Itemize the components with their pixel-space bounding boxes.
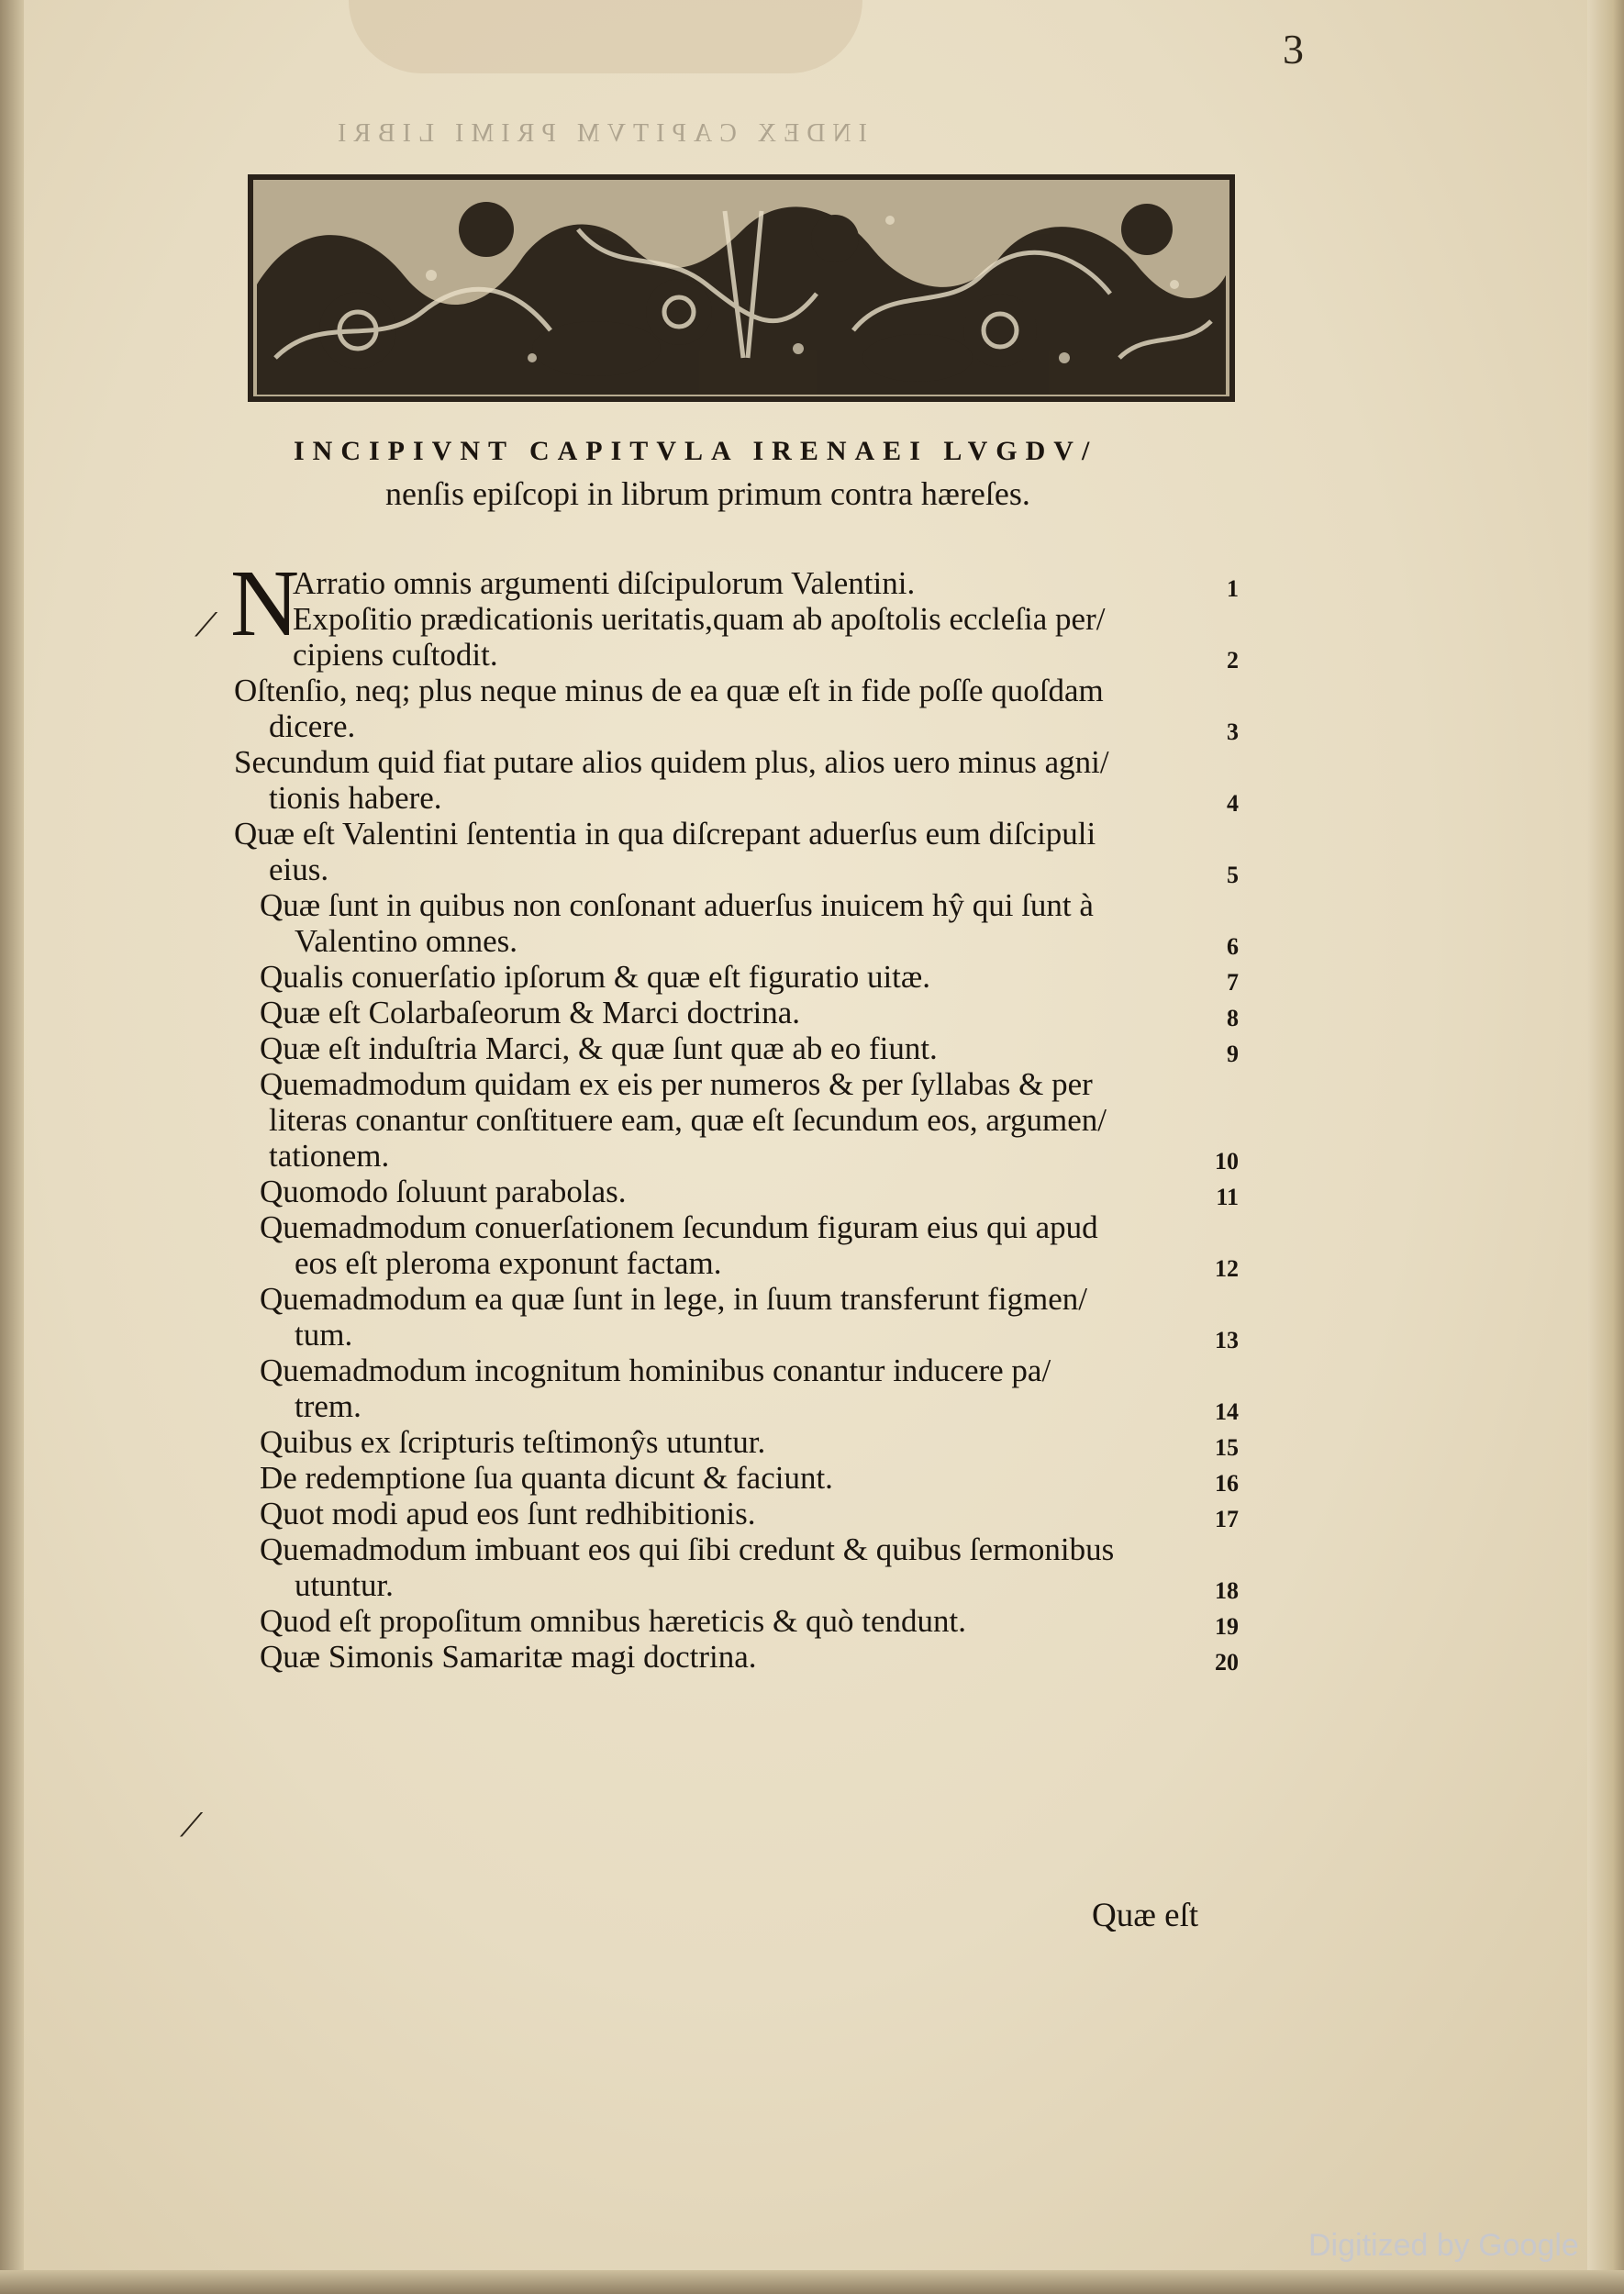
marginal-mark: ⟋ <box>195 607 218 643</box>
toc-entry-4 <box>234 744 1248 816</box>
toc-entry-continuation: utuntur. <box>295 1567 394 1603</box>
toc-entry-text: Quemadmodum conuerſationem ſecundum figuram eius qui apud <box>260 1209 1098 1245</box>
toc-entry-14 <box>234 1353 1248 1424</box>
toc-entry-8 <box>234 995 1248 1030</box>
page-edge-right <box>1587 0 1624 2294</box>
drop-cap-initial: N <box>230 551 300 656</box>
toc-entry-text: Oſtenſio, neq; plus neque minus de ea quæ eſt in fide poſſe quoſdam <box>234 673 1104 708</box>
toc-entry-6 <box>234 887 1248 959</box>
digitization-watermark: Digitized by Google <box>1308 2228 1579 2263</box>
toc-entry-continuation: cipiens cuſtodit. <box>293 637 498 673</box>
toc-entry-continuation: tationem. <box>269 1138 390 1174</box>
toc-entry-number: 10 <box>1215 1148 1239 1175</box>
toc-entry-text: Expoſitio prædicationis ueritatis,quam ab apoſtolis eccleſia per/ <box>293 601 1106 637</box>
woodcut-ornament-banner <box>248 174 1235 402</box>
toc-entry-number: 15 <box>1215 1434 1239 1461</box>
toc-entry-continuation: dicere. <box>269 708 356 744</box>
toc-entry-continuation: eos eſt pleroma exponunt factam. <box>295 1245 722 1281</box>
toc-entry-text: Quæ eſt Colarbaſeorum & Marci doctrina. <box>260 995 801 1030</box>
toc-entry-11 <box>234 1174 1248 1209</box>
toc-entry-number: 19 <box>1215 1613 1239 1640</box>
toc-entry-number: 12 <box>1215 1255 1239 1282</box>
toc-entry-text: Quemadmodum imbuant eos qui ſibi credunt & quibus ſermonibus <box>260 1531 1115 1567</box>
toc-entry-9 <box>234 1030 1248 1066</box>
toc-entry-text: Quæ ſunt in quibus non conſonant aduerſus inuicem hŷ qui ſunt à <box>260 887 1094 923</box>
toc-entry-number: 3 <box>1227 718 1239 745</box>
toc-entry-number: 16 <box>1215 1470 1239 1497</box>
toc-entry-number: 1 <box>1227 575 1239 602</box>
toc-entry-continuation: literas conantur conſtituere eam, quæ eſt ſecundum eos, argumen/ <box>269 1102 1107 1138</box>
toc-entry-text: Quemadmodum quidam ex eis per numeros & per ſyllabas & per <box>260 1066 1093 1102</box>
toc-entry-text: Quæ Simonis Samaritæ magi doctrina. <box>260 1639 757 1675</box>
toc-entry-number: 14 <box>1215 1398 1239 1425</box>
toc-entry-number: 11 <box>1216 1184 1239 1210</box>
heading-line-1: INCIPIVNT CAPITVLA IRENAEI LVGDV/ <box>294 436 1098 466</box>
toc-entry-16 <box>234 1460 1248 1496</box>
toc-entry-number: 4 <box>1227 790 1239 817</box>
toc-entry-number: 18 <box>1215 1577 1239 1604</box>
toc-entry-text: Quibus ex ſcripturis teſtimonŷs utuntur. <box>260 1424 766 1460</box>
toc-entry-text: Quemadmodum ea quæ ſunt in lege, in ſuum transferunt figmen/ <box>260 1281 1088 1317</box>
toc-entry-number: 2 <box>1227 647 1239 674</box>
catchword: Quæ eſt <box>1092 1897 1199 1934</box>
toc-entry-10 <box>234 1066 1248 1174</box>
toc-entry-number: 9 <box>1227 1041 1239 1067</box>
toc-entry-5 <box>234 816 1248 887</box>
toc-entry-15 <box>234 1424 1248 1460</box>
toc-entry-text: Quod eſt propoſitum omnibus hæreticis & quò tendunt. <box>260 1603 966 1639</box>
toc-entry-text: De redemptione ſua quanta dicunt & faciunt. <box>260 1460 833 1496</box>
toc-entry-text: Secundum quid fiat putare alios quidem plus, alios uero minus agni/ <box>234 744 1109 780</box>
table-of-contents <box>230 551 1248 1676</box>
toc-entry-text: Quæ eſt induſtria Marci, & quæ ſunt quæ ab eo fiunt. <box>260 1030 938 1066</box>
toc-entry-20 <box>234 1639 1248 1675</box>
toc-entry-number: 20 <box>1215 1649 1239 1676</box>
toc-entry-text: Qualis conuerſatio ipſorum & quæ eſt figuratio uitæ. <box>260 959 931 995</box>
section-heading <box>294 433 1239 518</box>
toc-entry-17 <box>234 1496 1248 1531</box>
toc-entry-continuation: tum. <box>295 1317 353 1353</box>
toc-entry-text: Quomodo ſoluunt parabolas. <box>260 1174 627 1209</box>
toc-entry-number: 6 <box>1227 933 1239 960</box>
toc-entry-7 <box>234 959 1248 995</box>
toc-entry-text: Quemadmodum incognitum hominibus conantur inducere pa/ <box>260 1353 1051 1388</box>
toc-entry-text: Quot modi apud eos ſunt redhibitionis. <box>260 1496 756 1531</box>
toc-entry-number: 7 <box>1227 969 1239 996</box>
folio-number: 3 <box>1283 26 1304 72</box>
toc-entry-number: 5 <box>1227 862 1239 888</box>
toc-entry-continuation: trem. <box>295 1388 362 1424</box>
toc-entry-number: 8 <box>1227 1005 1239 1031</box>
toc-entry-19 <box>234 1603 1248 1639</box>
toc-entry-3 <box>234 673 1248 744</box>
toc-entry-13 <box>234 1281 1248 1353</box>
page-edge-bottom <box>0 2270 1624 2294</box>
bleed-through-text: INDEX CAPITVM PRIMI LIBRI <box>330 119 867 148</box>
heading-line-2: nenſis epiſcopi in librum primum contra hæreſes. <box>385 475 1030 512</box>
toc-entry-number: 13 <box>1215 1327 1239 1353</box>
marginal-mark: ⟋ <box>180 1807 204 1843</box>
toc-entry-continuation: eius. <box>269 852 329 887</box>
toc-entry-12 <box>234 1209 1248 1281</box>
toc-entry-text: Quæ eſt Valentini ſententia in qua diſcrepant aduerſus eum diſcipuli <box>234 816 1096 852</box>
toc-entry-number: 17 <box>1215 1506 1239 1532</box>
toc-entry-text: Arratio omnis argumenti diſcipulorum Valentini. <box>293 565 916 601</box>
page-gutter-left <box>0 0 24 2294</box>
toc-entry-2 <box>234 601 1248 673</box>
toc-entry-continuation: Valentino omnes. <box>295 923 518 959</box>
toc-entry-continuation: tionis habere. <box>269 780 442 816</box>
toc-entry-18 <box>234 1531 1248 1603</box>
paper-stain <box>349 0 862 73</box>
